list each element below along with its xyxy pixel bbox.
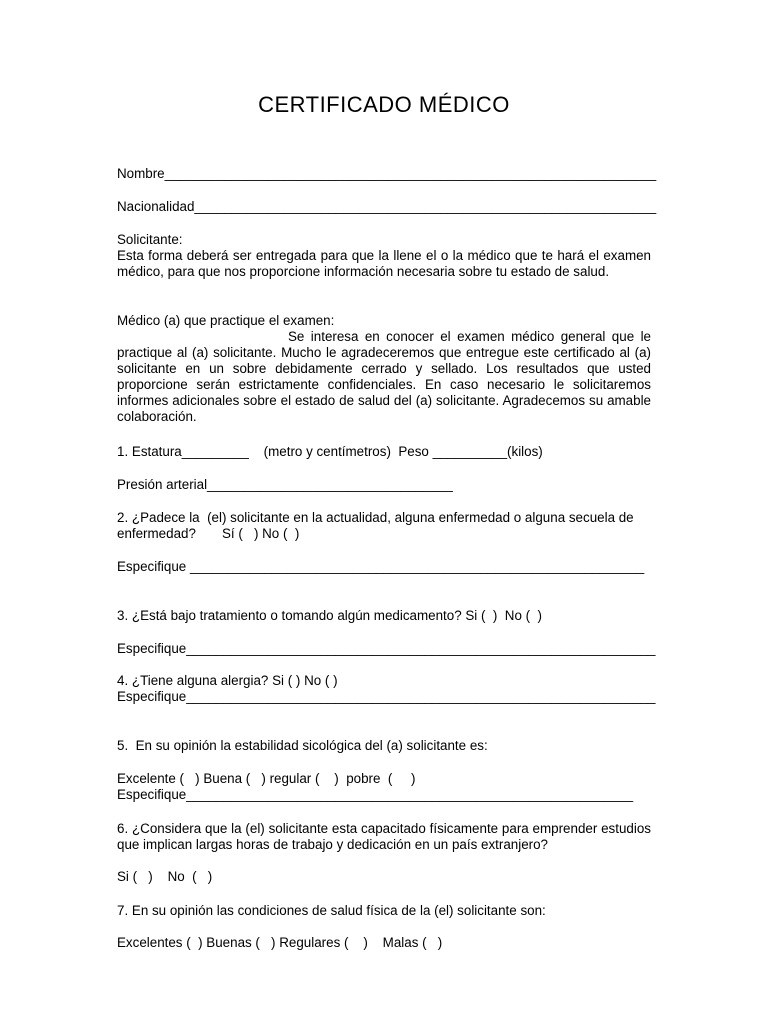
question-2-line-1: 2. ¿Padece la (el) solicitante en la actualidad, alguna enfermedad o alguna secuela de: [117, 510, 634, 525]
question-2-options[interactable]: enfermedad? Sí ( ) No ( ): [117, 526, 300, 541]
presion-arterial-field[interactable]: Presión arterial_________________________________: [117, 477, 453, 492]
question-4[interactable]: 4. ¿Tiene alguna alergia? Si ( ) No ( ): [117, 673, 338, 688]
question-7: 7. En su opinión las condiciones de salud física de la (el) solicitante son:: [117, 903, 546, 918]
question-5: 5. En su opinión la estabilidad sicológica del (a) solicitante es:: [117, 738, 488, 753]
nombre-field[interactable]: Nombre__________________________________________________________________: [117, 166, 657, 181]
question-3-especifique[interactable]: Especifique_______________________________________________________________: [117, 641, 656, 656]
medico-heading: Médico (a) que practique el examen:: [117, 313, 335, 328]
question-3[interactable]: 3. ¿Está bajo tratamiento o tomando algún medicamento? Si ( ) No ( ): [117, 608, 542, 623]
question-4-especifique[interactable]: Especifique_______________________________________________________________: [117, 689, 656, 704]
document-title: CERTIFICADO MÉDICO: [258, 92, 510, 117]
medico-paragraph: [117, 329, 651, 425]
medico-paragraph-text: Se interesa en conocer el examen médico general que le practique al (a) solicitante. Mucho le agradeceremos que entregue este certificado al (a) solicitante en un sobre debidamente cerrado y sellado. Los resultados que usted proporcione serán estrictamente confidenciales. En caso necesario le solicitaremos informes adicionales sobre el estado de salud del (a) solicitante. Agradecemos su amable colaboración.: [117, 329, 651, 424]
question-5-especifique[interactable]: Especifique____________________________________________________________: [117, 787, 634, 802]
solicitante-heading: Solicitante:: [117, 232, 183, 247]
question-1-estatura-peso[interactable]: 1. Estatura_________ (metro y centímetros) Peso __________(kilos): [117, 444, 543, 459]
question-6-options[interactable]: Si ( ) No ( ): [117, 869, 213, 884]
question-6: 6. ¿Considera que la (el) solicitante esta capacitado físicamente para emprender estudios que implican largas horas de trabajo y dedicación en un país extranjero?: [117, 821, 651, 852]
question-5-options[interactable]: Excelente ( ) Buena ( ) regular ( ) pobre ( ): [117, 771, 416, 786]
nacionalidad-field[interactable]: Nacionalidad______________________________________________________________: [117, 199, 657, 214]
solicitante-paragraph: Esta forma deberá ser entregada para que la llene el o la médico que te hará el examen médico, para que nos proporcione información necesaria sobre tu estado de salud.: [117, 248, 651, 279]
question-2-especifique[interactable]: Especifique _____________________________________________________________: [117, 559, 645, 574]
question-7-options[interactable]: Excelentes ( ) Buenas ( ) Regulares ( ) Malas ( ): [117, 935, 443, 950]
